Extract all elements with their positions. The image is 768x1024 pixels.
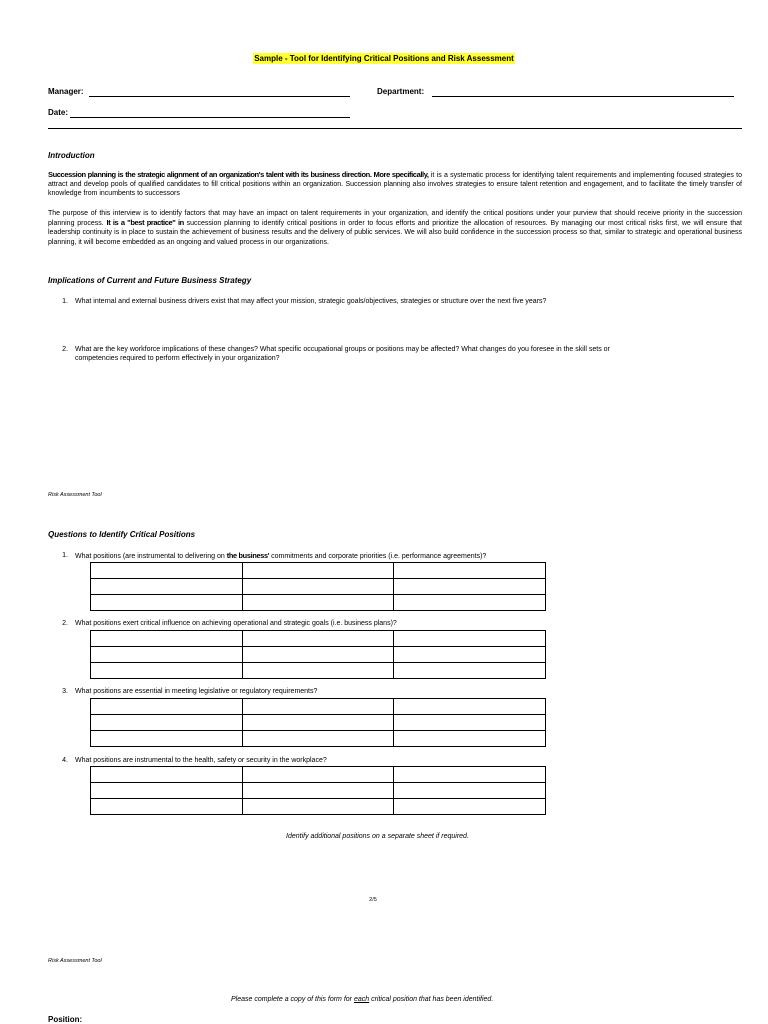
critical-question-3: 3. What positions are essential in meeting legislative or regulatory requirements? [62, 688, 318, 695]
table-row [91, 595, 546, 611]
department-field[interactable] [432, 87, 734, 97]
table-cell[interactable] [394, 731, 546, 747]
critical-question-1: 1. What positions (are instrumental to delivering on the business' commitments and corporate priorities (i.e. performance agreements)? [62, 551, 487, 560]
table-cell[interactable] [394, 699, 546, 715]
table-cell[interactable] [242, 595, 394, 611]
critical-positions-heading: Questions to Identify Critical Positions [48, 530, 196, 539]
table-cell[interactable] [394, 715, 546, 731]
table-row [91, 783, 546, 799]
positions-table-2 [90, 630, 546, 679]
table-cell[interactable] [394, 595, 546, 611]
intro-paragraph-1 [48, 170, 742, 199]
document-title: Sample - Tool for Identifying Critical Positions and Risk Assessment [254, 54, 514, 63]
date-label: Date: [48, 108, 69, 117]
table-cell[interactable] [91, 715, 243, 731]
table-cell[interactable] [394, 647, 546, 663]
critical-question-4: 4. What positions are instrumental to the health, safety or security in the workplace? [62, 757, 327, 764]
table-row [91, 663, 546, 679]
table-row [91, 767, 546, 783]
table-row [91, 799, 546, 815]
table-cell[interactable] [242, 631, 394, 647]
table-cell[interactable] [394, 663, 546, 679]
table-row [91, 731, 546, 747]
table-cell[interactable] [394, 799, 546, 815]
table-cell[interactable] [91, 647, 243, 663]
table-cell[interactable] [394, 563, 546, 579]
table-cell[interactable] [91, 663, 243, 679]
table-cell[interactable] [242, 663, 394, 679]
position-label: Position: [48, 1015, 83, 1024]
page-number: 2/5 [369, 897, 377, 903]
department-label: Department: [377, 87, 425, 96]
intro-paragraph-2: The purpose of this interview is to identify factors that may have an impact on talent requirements in your organization, and identify the critical positions under your purview that should receive priority in the succession planning process. It is a "best practice" in succession planning to identify critical positions in order to focus efforts and prioritize the allocation of resources. By managing our most critical risks first, we will ensure that leadership continuity is in place to sustain the achievement of business results and the delivery of public services. We will also build confidence in the succession process so that, similar to strategic and operational business planning, it will become embedded as an ongoing and valued process in our organizations. [48, 210, 742, 246]
implications-question-1: 1. What internal and external business drivers exist that may affect your mission, strategic goals/objectives, strategies or structure over the next five years? [62, 298, 547, 305]
table-cell[interactable] [91, 579, 243, 595]
table-cell[interactable] [91, 595, 243, 611]
table-row [91, 699, 546, 715]
table-row [91, 647, 546, 663]
positions-table-3 [90, 698, 546, 747]
critical-question-2: 2. What positions exert critical influence on achieving operational and strategic goals (i.e. business plans)? [62, 620, 397, 627]
table-cell[interactable] [91, 799, 243, 815]
table-cell[interactable] [394, 631, 546, 647]
table-cell[interactable] [242, 699, 394, 715]
intro-rest-text: it is a systematic process for identifying talent requirements and implementing focused strategies to attract and develop pools of qualified candidates to fill critical positions within an organization. Succession planning also involves strategies to ensure talent retention and engagement, and to facilitate the timely transfer of knowledge from incumbents to successors [48, 172, 742, 198]
table-cell[interactable] [91, 563, 243, 579]
positions-table-4 [90, 766, 546, 815]
table-row [91, 631, 546, 647]
table-cell[interactable] [91, 783, 243, 799]
table-cell[interactable] [394, 767, 546, 783]
table-row [91, 579, 546, 595]
table-cell[interactable] [242, 563, 394, 579]
additional-positions-note: Identify additional positions on a separate sheet if required. [286, 833, 469, 840]
page-footer: Risk Assessment Tool [48, 492, 102, 498]
header-divider [48, 128, 742, 129]
table-cell[interactable] [91, 631, 243, 647]
table-cell[interactable] [242, 715, 394, 731]
table-cell[interactable] [242, 767, 394, 783]
page-footer: Risk Assessment Tool [48, 958, 102, 964]
form-instruction: Please complete a copy of this form for each critical position that has been identified. [231, 996, 494, 1003]
intro-lead-text: Succession planning is the strategic alignment of an organization's talent with its business direction. More specifically, [48, 170, 429, 179]
positions-table-1 [90, 562, 546, 611]
table-cell[interactable] [242, 799, 394, 815]
manager-field[interactable] [89, 87, 350, 97]
table-row [91, 563, 546, 579]
date-field[interactable] [70, 108, 350, 118]
manager-label: Manager: [48, 87, 84, 96]
table-cell[interactable] [242, 731, 394, 747]
table-cell[interactable] [91, 699, 243, 715]
table-cell[interactable] [242, 647, 394, 663]
table-row [91, 715, 546, 731]
table-cell[interactable] [394, 783, 546, 799]
implications-heading: Implications of Current and Future Business Strategy [48, 276, 252, 285]
implications-question-2: 2. What are the key workforce implications of these changes? What specific occupational groups or positions may be affected? What changes do you foresee in the skill sets or competencies required to perform effectively in your organization? [62, 346, 610, 362]
table-cell[interactable] [242, 783, 394, 799]
table-cell[interactable] [394, 579, 546, 595]
table-cell[interactable] [91, 767, 243, 783]
introduction-heading: Introduction [48, 151, 95, 160]
table-cell[interactable] [242, 579, 394, 595]
table-cell[interactable] [91, 731, 243, 747]
